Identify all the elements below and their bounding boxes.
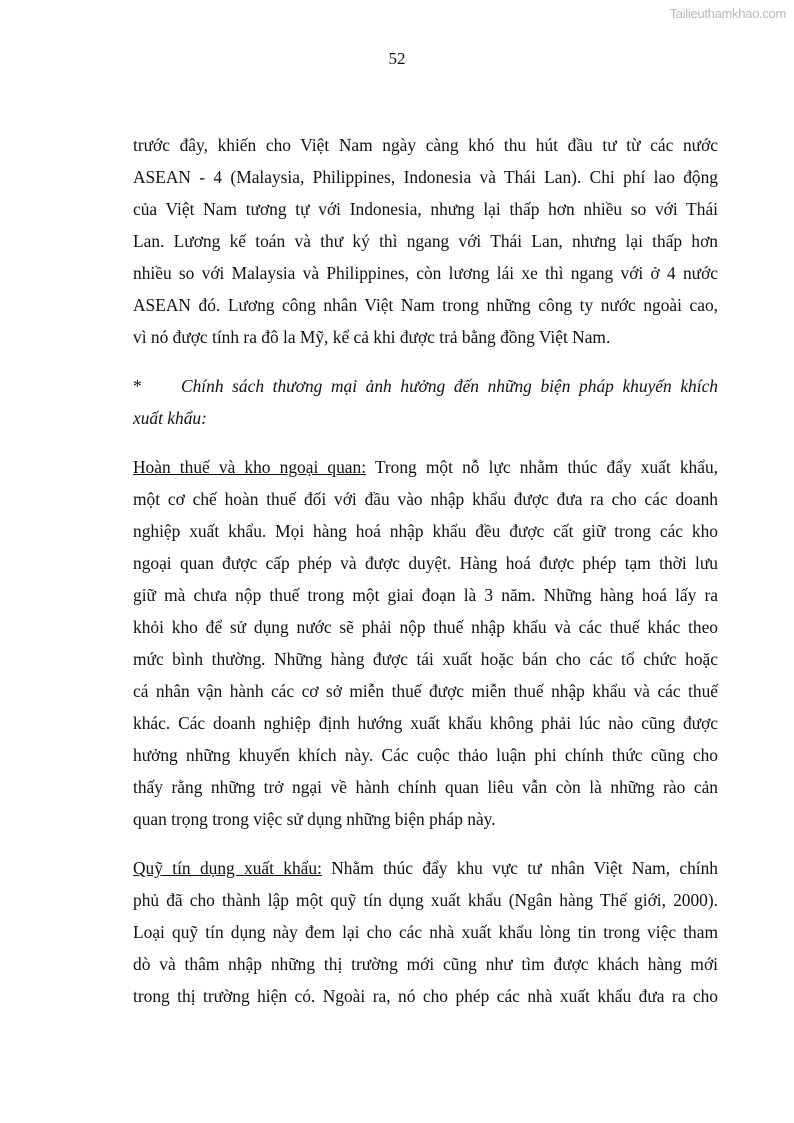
- text-line: Lan. Lương kế toán và thư ký thì ngang với Thái Lan, nhưng lại thấp hơn: [133, 231, 718, 251]
- heading-line: Chính sách thương mại ảnh hưởng đến những biện pháp khuyến khích: [181, 376, 718, 396]
- text-line: Loại quỹ tín dụng này đem lại cho các nhà xuất khẩu lòng tin trong việc tham: [133, 922, 718, 942]
- text-line: một cơ chế hoàn thuế đối với đầu vào nhập khẩu được đưa ra cho các doanh: [133, 489, 718, 509]
- text-line: phủ đã cho thành lập một quỹ tín dụng xuất khẩu (Ngân hàng Thế giới, 2000).: [133, 890, 718, 910]
- text-line: giữ mà chưa nộp thuế trong một giai đoạn là 3 năm. Những hàng hoá lấy ra: [133, 585, 718, 605]
- text-line: vì nó được tính ra đô la Mỹ, kể cả khi được trả bằng đồng Việt Nam.: [133, 327, 611, 347]
- text-line: trước đây, khiến cho Việt Nam ngày càng khó thu hút đầu tư từ các nước: [133, 135, 718, 155]
- paragraph-labor-costs: [133, 129, 718, 353]
- paragraph-export-credit: [133, 852, 718, 1012]
- text-line: ASEAN - 4 (Malaysia, Philippines, Indonesia và Thái Lan). Chi phí lao động: [133, 167, 718, 187]
- section-heading: [133, 370, 718, 434]
- text-line: khác. Các doanh nghiệp định hướng xuất khẩu không phải lúc nào cũng được: [133, 713, 718, 733]
- heading-line: xuất khẩu:: [133, 408, 207, 428]
- page-number: 52: [388, 49, 406, 68]
- text-line: cá nhân vận hành các cơ sở miễn thuế được miễn thuế nhập khẩu và các thuế: [133, 681, 718, 701]
- paragraph-label: Quỹ tín dụng xuất khẩu:: [133, 858, 322, 878]
- text-line: khỏi kho để sử dụng nước sẽ phải nộp thuế nhập khẩu và các thuế khác theo: [133, 617, 718, 637]
- text-line: thấy rằng những trở ngại về hành chính quan liêu vẫn còn là những rào cản: [133, 777, 718, 797]
- text-line: ASEAN đó. Lương công nhân Việt Nam trong những công ty nước ngoài cao,: [133, 295, 718, 315]
- text-line: của Việt Nam tương tự với Indonesia, nhưng lại thấp hơn nhiều so với Thái: [133, 199, 718, 219]
- paragraph-label: Hoàn thuế và kho ngoại quan:: [133, 457, 367, 477]
- text-line: nghiệp xuất khẩu. Mọi hàng hoá nhập khẩu đều được cất giữ trong các kho: [133, 521, 718, 541]
- text-line: ngoại quan được cấp phép và được duyệt. Hàng hoá được phép tạm thời lưu: [133, 553, 718, 573]
- watermark: Tailieuthamkhao.com: [669, 6, 786, 21]
- paragraph-duty-refund: [133, 451, 718, 835]
- text-line: nhiều so với Malaysia và Philippines, còn lương lái xe thì ngang với ở 4 nước: [133, 263, 718, 283]
- bullet-asterisk: *: [133, 376, 142, 396]
- text-line: dò và thâm nhập những thị trường mới cũng như tìm được khách hàng mới: [133, 954, 718, 974]
- text-line: quan trọng trong việc sử dụng những biện pháp này.: [133, 809, 496, 829]
- text-span: Nhằm thúc đẩy khu vực tư nhân Việt Nam, chính: [321, 858, 718, 878]
- text-span: Trong một nỗ lực nhằm thúc đẩy xuất khẩu,: [366, 457, 719, 477]
- text-line: trong thị trường hiện có. Ngoài ra, nó cho phép các nhà xuất khẩu đưa ra cho: [133, 986, 718, 1006]
- text-line: hưởng những khuyến khích này. Các cuộc thảo luận phi chính thức cũng cho: [133, 745, 718, 765]
- text-line: mức bình thường. Những hàng được tái xuất hoặc bán cho các tổ chức hoặc: [133, 649, 718, 669]
